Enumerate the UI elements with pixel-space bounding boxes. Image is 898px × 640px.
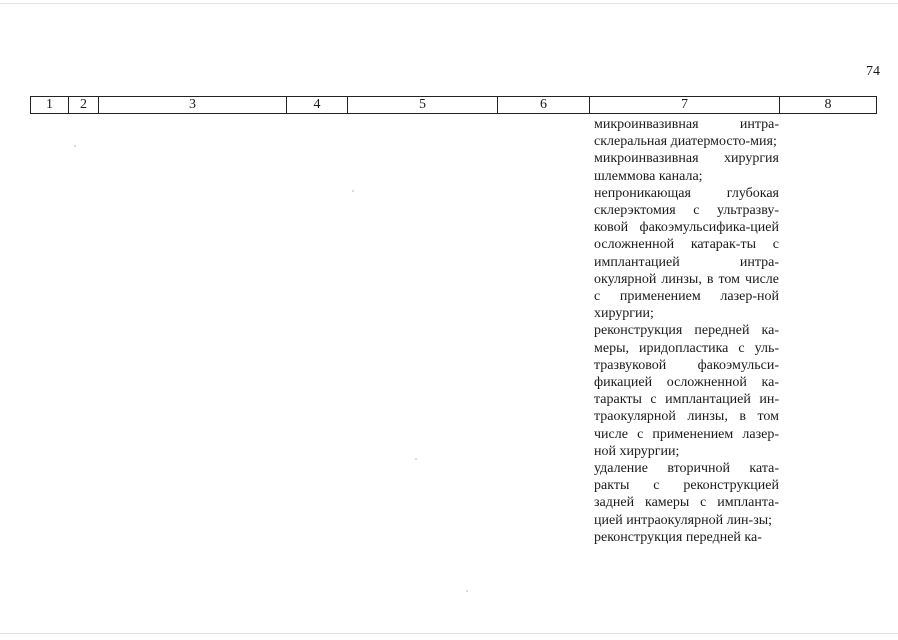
scan-edge-top bbox=[0, 3, 898, 4]
procedure-item: микроинвазивная интра-склеральная диатермосто-мия; bbox=[594, 117, 779, 150]
scan-edge-bottom bbox=[0, 633, 898, 634]
procedure-item: удаление вторичной ката-ракты с реконструкцией задней камеры с импланта-цией интраокулярной лин-зы; bbox=[594, 461, 779, 528]
table-header bbox=[30, 96, 877, 114]
procedure-item: микроинвазивная хирургия шлеммова канала; bbox=[594, 151, 779, 184]
procedure-item: реконструкция передней ка- bbox=[594, 529, 762, 545]
column-number-8: 8 bbox=[780, 97, 877, 114]
column-number-7: 7 bbox=[590, 97, 780, 114]
column-number-1: 1 bbox=[31, 97, 69, 114]
column-number-5: 5 bbox=[348, 97, 498, 114]
scan-speck bbox=[352, 190, 354, 192]
column-number-3: 3 bbox=[99, 97, 287, 114]
column-number-2: 2 bbox=[69, 97, 99, 114]
page-number: 74 bbox=[866, 64, 880, 79]
column-7-cell bbox=[594, 116, 779, 546]
scan-speck bbox=[466, 590, 468, 592]
column-number-4: 4 bbox=[287, 97, 348, 114]
scan-speck bbox=[74, 145, 76, 147]
procedure-item: реконструкция передней ка-меры, иридопластика с уль-тразвуковой факоэмульси-фикацией осложненной ка-таракты с имплантацией ин-траокулярной линзы, в том числе с применением лазер-ной хирургии; bbox=[594, 323, 779, 459]
procedure-item: непроникающая глубокая склерэктомия с ультразву-ковой факоэмульсифика-цией осложненной катарак-ты с имплантацией интра-окулярной линзы, в том числе с применением лазер-ной хирургии; bbox=[594, 185, 779, 322]
scan-speck bbox=[415, 458, 417, 460]
column-number-6: 6 bbox=[498, 97, 590, 114]
